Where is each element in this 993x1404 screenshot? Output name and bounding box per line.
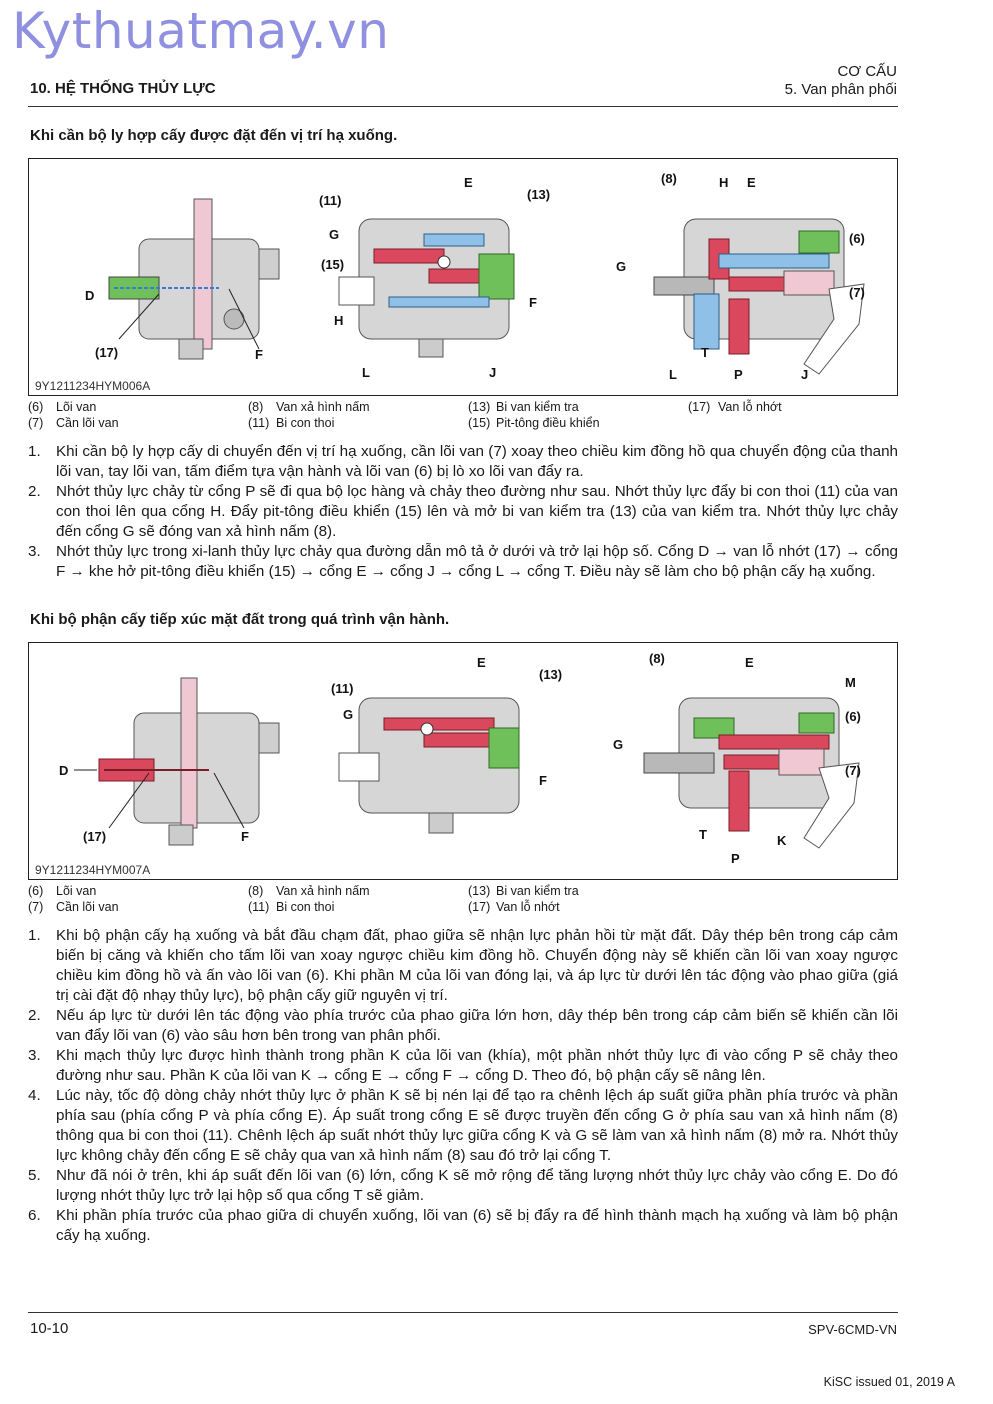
legend-item: (7) Cần lõi van bbox=[28, 900, 119, 914]
callout: T bbox=[701, 345, 709, 360]
callout: M bbox=[845, 675, 856, 690]
callout: F bbox=[255, 347, 263, 362]
callout: F bbox=[241, 829, 249, 844]
callout: F bbox=[539, 773, 547, 788]
document-code: SPV-6CMD-VN bbox=[808, 1322, 897, 1337]
valve-section-view-middle bbox=[339, 698, 519, 833]
callout: (13) bbox=[527, 187, 551, 202]
valve-section-view-middle bbox=[339, 219, 514, 357]
page-number: 10-10 bbox=[30, 1320, 69, 1337]
figure-code: 9Y1211234HYM006A bbox=[35, 379, 151, 393]
callout: E bbox=[464, 175, 473, 190]
callout: F bbox=[529, 295, 537, 310]
callout: L bbox=[362, 365, 370, 380]
callout: (8) bbox=[649, 651, 665, 666]
legend-item: (15) Pit-tông điều khiển bbox=[468, 416, 600, 430]
callout: E bbox=[745, 655, 754, 670]
steps-2 bbox=[28, 926, 898, 1246]
callout: L bbox=[669, 367, 677, 382]
callout: J bbox=[489, 365, 497, 380]
figure-2-diagram bbox=[29, 643, 897, 879]
legend-item: (11) Bi con thoi bbox=[248, 900, 335, 914]
callout: (11) bbox=[319, 193, 342, 208]
step-item: 1. Khi bộ phận cấy hạ xuống và bắt đầu chạm đất, phao giữa sẽ nhận lực phản hồi từ mặt đất. Dây thép bên trong cáp cảm biến bị căng và khiến cho tấm lõi van xoay ngược chiều kim đồng hồ. Chuyển động này sẽ khiến cần lõi van xoay ngược chiều kim đồng hồ và ấn vào lõi van (6). Khi phần M của lõi van đóng lại, và áp lực từ dưới lên tác động vào phao giữa (giá trị cài đặt độ nhạy thủy lực), bộ phận cấy giữ nguyên vị trí. bbox=[28, 927, 898, 1004]
header-divider bbox=[28, 106, 898, 107]
callout: (15) bbox=[321, 257, 345, 272]
callout: P bbox=[734, 367, 743, 382]
valve-section-view-right bbox=[644, 698, 859, 848]
callout: G bbox=[613, 737, 624, 752]
valve-external-view bbox=[99, 678, 279, 845]
figure-2 bbox=[28, 642, 898, 880]
steps-1 bbox=[28, 442, 898, 582]
figure-1-diagram bbox=[29, 159, 897, 395]
callout: P bbox=[731, 851, 740, 866]
legend-item: (8) Van xả hình nấm bbox=[248, 400, 370, 414]
callout: G bbox=[616, 259, 627, 274]
legend-item: (8) Van xả hình nấm bbox=[248, 884, 370, 898]
callout: (17) bbox=[95, 345, 119, 360]
legend-item: (7) Cần lõi van bbox=[28, 416, 119, 430]
callout: (11) bbox=[331, 681, 354, 696]
callout: (6) bbox=[849, 231, 865, 246]
legend-item: (6) Lõi van bbox=[28, 884, 97, 898]
callout: H bbox=[719, 175, 729, 190]
legend-1 bbox=[28, 400, 898, 434]
issue-note: KiSC issued 01, 2019 A bbox=[823, 1375, 955, 1389]
callout: G bbox=[329, 227, 340, 242]
step-item: 2. Nhớt thủy lực chảy từ cổng P sẽ đi qua bộ lọc hàng và chảy theo đường như sau. Nhớt thủy lực đẩy bi con thoi (11) của van con thoi lên qua cổng H. Đẩy pit-tông điều khiển (15) lên và mở bi van kiểm tra (13) của van kiểm tra. Nhớt thủy lực chảy đến cổng G sẽ đóng van xả hình nấm (8). bbox=[28, 483, 898, 540]
legend-2 bbox=[28, 884, 898, 918]
valve-external-view bbox=[109, 199, 279, 359]
callout: T bbox=[699, 827, 707, 842]
figure-code: 9Y1211234HYM007A bbox=[35, 863, 151, 877]
valve-section-view-right bbox=[654, 219, 864, 374]
callout: K bbox=[777, 833, 787, 848]
step-item: 2. Nếu áp lực từ dưới lên tác động vào phía trước của phao giữa lớn hơn, dây thép bên trong cáp cảm biến sẽ khiến cần lõi van đẩy lõi van (6) vào sâu hơn bên trong van phân phối. bbox=[28, 1007, 898, 1044]
callout: J bbox=[801, 367, 809, 382]
callout: (7) bbox=[849, 285, 865, 300]
callout: G bbox=[343, 707, 354, 722]
legend-item: (13) Bi van kiểm tra bbox=[468, 400, 579, 414]
callout: E bbox=[477, 655, 486, 670]
section2-title: Khi bộ phận cấy tiếp xúc mặt đất trong quá trình vận hành. bbox=[30, 611, 450, 628]
callout: (17) bbox=[83, 829, 107, 844]
chapter-title: 10. HỆ THỐNG THỦY LỰC bbox=[30, 80, 216, 97]
step-item: 6. Khi phần phía trước của phao giữa di chuyển xuống, lõi van (6) sẽ bị đẩy ra để hình thành mạch hạ xuống và làm bộ phận cấy hạ xuống. bbox=[28, 1207, 898, 1244]
step-item: 3. Nhớt thủy lực trong xi-lanh thủy lực chảy qua đường dẫn mô tả ở dưới và trở lại hộp số. Cổng D → van lỗ nhớt (17) → cổng F → khe hở pit-tông điều khiển (15) → cổng E → cổng J → cổng L → cổng T. Điều này sẽ làm cho bộ phận cấy hạ xuống. bbox=[28, 543, 898, 580]
legend-item: (17) Van lỗ nhớt bbox=[468, 900, 560, 914]
callout: D bbox=[85, 288, 95, 303]
section1-title: Khi cần bộ ly hợp cấy được đặt đến vị trí hạ xuống. bbox=[30, 127, 398, 144]
callout: (7) bbox=[845, 763, 861, 778]
callout: D bbox=[59, 763, 69, 778]
step-item: 3. Khi mạch thủy lực được hình thành trong phần K của lõi van (khía), một phần nhớt thủy lực đi vào cổng P sẽ chảy theo đường như sau. Phần K của lõi van K → cổng E → cổng F → cổng D. Theo đó, bộ phận cấy sẽ nâng lên. bbox=[28, 1047, 898, 1084]
legend-item: (13) Bi van kiểm tra bbox=[468, 884, 579, 898]
section-label: CƠ CẤU bbox=[837, 63, 897, 80]
watermark-logo: Kythuatmay.vn bbox=[12, 2, 390, 60]
callout: (8) bbox=[661, 171, 677, 186]
step-item: 1. Khi cần bộ ly hợp cấy di chuyển đến vị trí hạ xuống, cần lõi van (7) xoay theo chiều kim đồng hồ qua chuyển động của thanh lõi van, tay lõi van, tấm điểm tựa vận hành và lõi van (6) bị lò xo lõi van đẩy ra. bbox=[28, 443, 898, 480]
legend-item: (17) Van lỗ nhớt bbox=[688, 400, 782, 414]
callout: H bbox=[334, 313, 344, 328]
step-item: 5. Như đã nói ở trên, khi áp suất đến lõi van (6) lớn, cổng K sẽ mở rộng để tăng lượng nhớt thủy lực chảy vào cổng E. Do đó lượng nhớt thủy lực trở lại hộp số qua cổng T sẽ giảm. bbox=[28, 1167, 898, 1204]
callout: E bbox=[747, 175, 756, 190]
callout: (13) bbox=[539, 667, 563, 682]
subsection-label: 5. Van phân phối bbox=[784, 81, 897, 98]
footer-divider bbox=[28, 1312, 898, 1313]
legend-item: (6) Lõi van bbox=[28, 400, 97, 414]
callout: (6) bbox=[845, 709, 861, 724]
legend-item: (11) Bi con thoi bbox=[248, 416, 335, 430]
figure-1 bbox=[28, 158, 898, 396]
step-item: 4. Lúc này, tốc độ dòng chảy nhớt thủy lực ở phần K sẽ bị nén lại để tạo ra chênh lệch áp suất giữa phần phía trước và phần phía sau (phía cổng P và phía cổng E). Áp suất trong cổng E sẽ được truyền đến cổng G ở phía sau van xả hình nấm (8) thông qua bi con thoi (11). Chênh lệch áp suất nhớt thủy lực giữa cổng K và G sẽ làm van xả hình nấm (8) mở ra. Nhớt thủy lực không chảy đến cổng E sẽ chảy qua van xả hình nấm (8) sau đó trở lại cổng T. bbox=[28, 1087, 898, 1164]
